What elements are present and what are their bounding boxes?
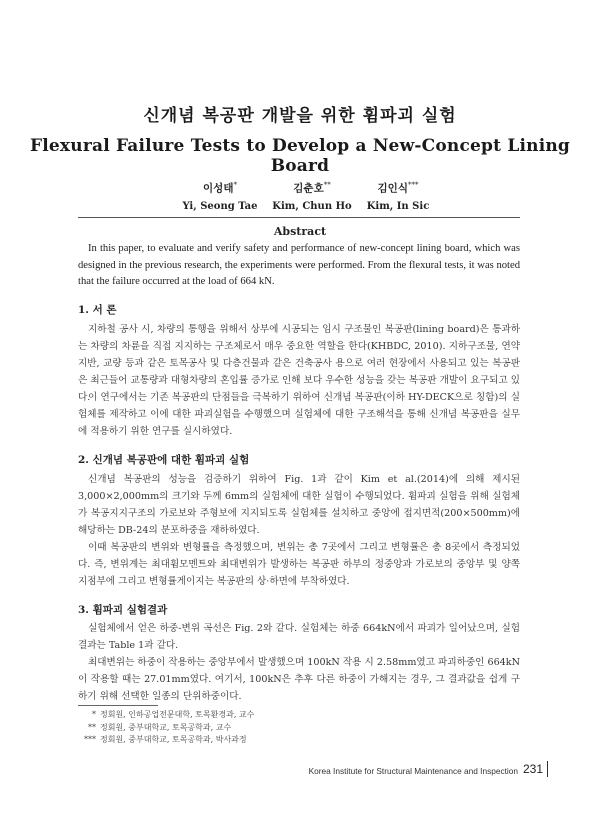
- author-3-mark: ***: [407, 181, 419, 189]
- section-1-paragraph-2: 이 연구에서는 기존 복공판의 단점들을 극복하기 위하여 신개념 복공판(이하 HY-DECK으로 칭함)의 실험체를 제작하고 이에 대한 파괴실험을 수행했으며 실험체에 대한 구조해석을 통해 신개념 복공판을 실무에 적용하기 위한 연구를 실시하였다.: [78, 392, 520, 437]
- footer-institute: Korea Institute for Structural Maintenance and Inspection: [308, 766, 518, 776]
- author-1-name-en: Yi, Seong Tae: [182, 200, 258, 212]
- footnote-3: *** 정회원, 중부대학교, 토목공학과, 박사과정: [84, 735, 247, 744]
- author-2-name-ko: 김춘호: [293, 182, 324, 195]
- section-3-paragraph-2: 최대변위는 하중이 작용하는 중앙부에서 발생했으며 100kN 작용 시 2.58mm였고 파괴하중인 664kN이 작용할 때는 27.01mm였다. 여기서, 100kN은 추후 다른 하중이 가해지는 경우, 그 결과값을 쉽게 구하기 위해 선택한 일종의 단위하중이다.: [78, 657, 520, 702]
- page-footer: [288, 763, 548, 779]
- footnote-1: * 정회원, 인하공업전문대학, 토목환경과, 교수: [92, 710, 255, 719]
- abstract-text: In this paper, to evaluate and verify safety and performance of new-concept lining board, which was designed in the previous research, the experiments were performed. From the flexural tests, it was noted that the failure occurred at the load of 664 kN.: [78, 243, 520, 287]
- author-3: [343, 176, 453, 216]
- footnote-2: ** 정회원, 중부대학교, 토목공학과, 교수: [88, 722, 232, 732]
- footnote-divider: [78, 705, 158, 706]
- section-3-heading: 3. 휨파괴 실험결과: [78, 604, 168, 616]
- section-2-paragraph-2: 이때 복공판의 변위와 변형률을 측정했으며, 변위는 총 7곳에서 그리고 변형률은 총 8곳에서 측정되었다. 즉, 변위계는 최대휨모멘트와 최대변위가 발생하는 복공판 하부의 정중앙과 가로보의 중앙부 및 양쪽 지점부에 그리고 변형률게이지는 복공판의 상·하면에 부착하였다.: [78, 542, 520, 587]
- author-1-mark: *: [233, 181, 237, 189]
- header-divider: [78, 217, 520, 218]
- page-number: 231: [522, 762, 543, 776]
- abstract-heading: Abstract: [273, 225, 327, 238]
- author-2-name-en: Kim, Chun Ho: [272, 200, 352, 212]
- section-3-paragraph-1: 실험체에서 얻은 하중-변위 곡선은 Fig. 2와 같다. 실험체는 하중 664kN에서 파괴가 일어났으며, 실험결과는 Table 1과 같다.: [78, 623, 520, 651]
- author-3-name-en: Kim, In Sic: [366, 200, 430, 212]
- title-english: Flexural Failure Tests to Develop a New-Concept Lining Board: [29, 136, 570, 176]
- section-2-heading: 2. 신개념 복공판에 대한 휨파괴 실험: [78, 454, 250, 466]
- section-2-paragraph-1: 신개념 복공판의 성능을 검증하기 위하여 Fig. 1과 같이 Kim et al.(2014)에 의해 제시된 3,000×2,000mm의 크기와 두께 6mm의 실험체에 대한 실험이 수행되었다. 휨파괴 실험을 위해 실험체가 복공지지구조의 가로보와 주형보에 지지되도록 실험체를 설치하고 중앙에 접지면적(200×500mm)에 해당하는 DB-24의 분포하중을 재하하였다.: [78, 474, 520, 536]
- footer-bar: [547, 761, 548, 777]
- footnotes: [82, 709, 254, 747]
- title-korean: 신개념 복공판 개발을 위한 휨파괴 실험: [143, 106, 457, 126]
- section-1-paragraph-1: 지하철 공사 시, 차량의 통행을 위해서 상부에 시공되는 임시 구조물인 복공판(lining board)은 통과하는 차량의 차륜을 직접 지지하는 구조체로서 매우 중요한 역할을 한다(KHBDC, 2010). 지하구조물, 연약지반, 교량 등과 같은 토목공사 및 다층건물과 같은 건축공사 용으로 여러 현장에서 사용되고 있는 복공판은 최근들어 교통량과 대형차량의 혼입률 증가로 인해 보다 우수한 성능을 갖는 복공판 개발이 요구되고 있다.: [78, 324, 520, 403]
- author-2-mark: **: [323, 181, 331, 189]
- section-1-heading: 1. 서 론: [78, 304, 117, 316]
- author-1-name-ko: 이성태: [203, 182, 234, 195]
- author-3-name-ko: 김인식: [377, 182, 408, 195]
